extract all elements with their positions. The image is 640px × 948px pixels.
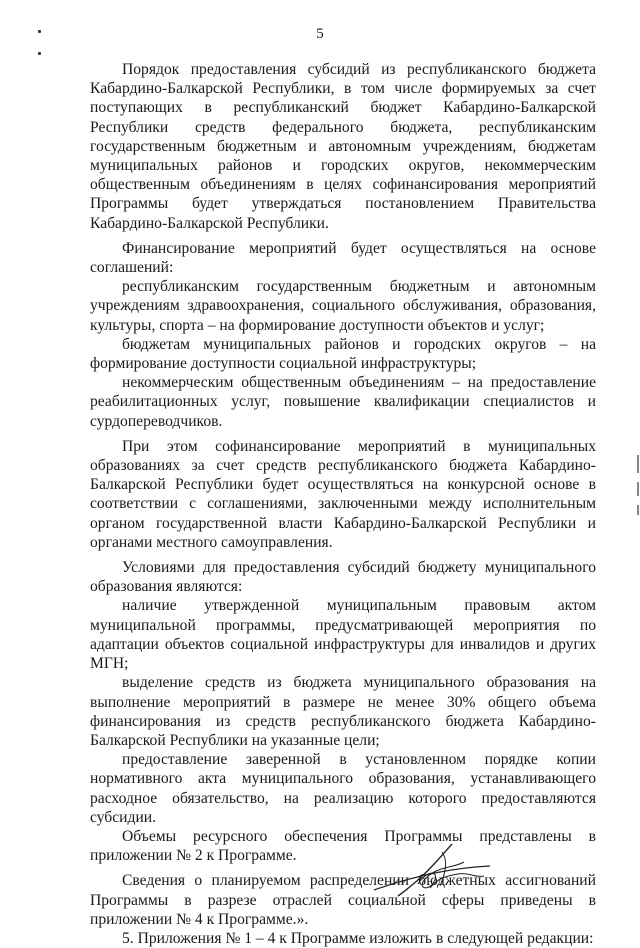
paragraph-budget-allocation: Сведения о планируемом распределении бюджетных ассигнований Программы в разрезе отраслей социальной сферы приведены в приложении № 4 к Программе.». [90,872,596,928]
paragraph-agreement-ngos: некоммерческим общественным объединениям – на предоставление реабилитационных услуг, повышение квалификации специалистов и сурдопереводчиков. [90,374,596,430]
paragraph-cofinancing: При этом софинансирование мероприятий в муниципальных образованиях за счет средств республиканского бюджета Кабардино-Балкарской Республики будет осуществляться на конкурсной основе в соответствии с соглашениями, заключенными между исполнительным органом государственной власти Кабардино-Балкарской Республики и органами местного самоуправления. [90,437,596,551]
paragraph-conditions: Условиями для предоставления субсидий бюджету муниципального образования являются: [90,559,596,596]
document-body [90,60,596,948]
paragraph-condition-funds: выделение средств из бюджета муниципального образования на выполнение мероприятий в размере не менее 30% общего объема финансирования из средств республиканского бюджета Кабардино-Балкарской Республики на указанные цели; [90,674,596,749]
paragraph-agreement-municipal-budgets: бюджетам муниципальных районов и городских округов – на формирование доступности социальной инфраструктуры; [90,335,596,373]
paragraph-financing-basis: Финансирование мероприятий будет осуществляться на основе соглашений: [90,239,596,277]
paragraph-subsidy-procedure: Порядок предоставления субсидий из республиканского бюджета Кабардино-Балкарской Республики, в том числе формируемых за счет поступающих в республиканский бюджет Кабардино-Балкарской Республики средств федерального бюджета, республиканским государственным бюджетным и автономным учреждениям, бюджетам муниципальных районов и городских округов, некоммерческим общественным объединениям в целях софинансирования мероприятий Программы будет утверждаться постановлением Правительства Кабардино-Балкарской Республики. [90,61,596,232]
scan-margin-mark [637,455,639,473]
scan-speck [38,52,41,55]
page-number: 5 [316,26,324,42]
paragraph-resource-volumes: Объемы ресурсного обеспечения Программы представлены в приложении № 2 к Программе. [90,827,596,865]
scan-margin-mark [637,505,639,515]
signature-image [368,838,498,900]
paragraph-condition-copy: предоставление заверенной в установленном порядке копии нормативного акта муниципального образования, устанавливающего расходное обязательство, на реализацию которого предоставляются субсидии. [90,751,596,826]
paragraph-agreement-institutions: республиканским государственным бюджетным и автономным учреждениям здравоохранения, социального обслуживания, образования, культуры, спорта – на формирование доступности объектов и услуг; [90,278,596,334]
scan-margin-mark [637,482,639,496]
paragraph-condition-program: наличие утвержденной муниципальным правовым актом муниципальной программы, предусматривающей мероприятия по адаптации объектов социальной инфраструктуры для инвалидов и других МГН; [90,597,596,673]
paragraph-appendices: 5. Приложения № 1 – 4 к Программе изложить в следующей редакции: [122,929,594,947]
